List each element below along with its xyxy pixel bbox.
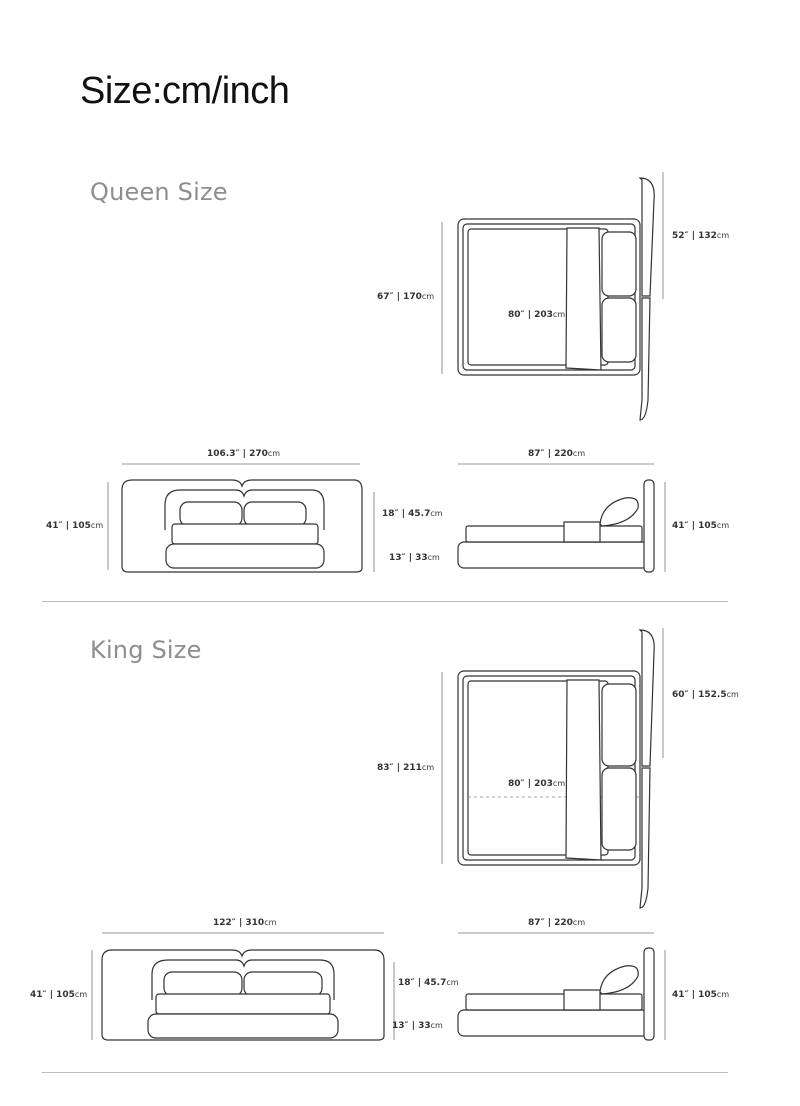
queen-side-length-label: 87″ | 220cm (528, 449, 586, 459)
king-headboard-label: 60″ | 152.5cm (672, 690, 739, 700)
queen-mattress-height-label: 18″ | 45.7cm (382, 509, 443, 519)
queen-front-width-label: 106.3″ | 270cm (207, 449, 281, 459)
king-front-width-label: 122″ | 310cm (213, 918, 277, 928)
king-mattress-height-label: 18″ | 45.7cm (398, 978, 459, 988)
king-side-length-label: 87″ | 220cm (528, 918, 586, 928)
queen-front-height-label: 41″ | 105cm (46, 521, 104, 531)
king-size-heading: King Size (90, 636, 202, 664)
queen-top-view (442, 172, 663, 420)
king-top-view (442, 628, 663, 908)
queen-size-heading: Queen Size (90, 178, 228, 206)
queen-top-length-label: 80″ | 203cm (508, 310, 566, 320)
king-base-height-label: 13″ | 33cm (392, 1021, 443, 1031)
queen-side-height-label: 41″ | 105cm (672, 521, 730, 531)
king-top-length-label: 80″ | 203cm (508, 779, 566, 789)
king-side-height-label: 41″ | 105cm (672, 990, 730, 1000)
queen-headboard-label: 52″ | 132cm (672, 231, 730, 241)
king-side-view (458, 933, 665, 1040)
queen-front-view (108, 464, 374, 572)
king-top-width-label: 83″ | 211cm (377, 763, 435, 773)
queen-base-height-label: 13″ | 33cm (389, 553, 440, 563)
king-front-view (92, 933, 394, 1040)
queen-side-view (458, 464, 665, 572)
page-title: Size:cm/inch (80, 70, 290, 112)
king-front-height-label: 41″ | 105cm (30, 990, 88, 1000)
queen-top-width-label: 67″ | 170cm (377, 292, 435, 302)
